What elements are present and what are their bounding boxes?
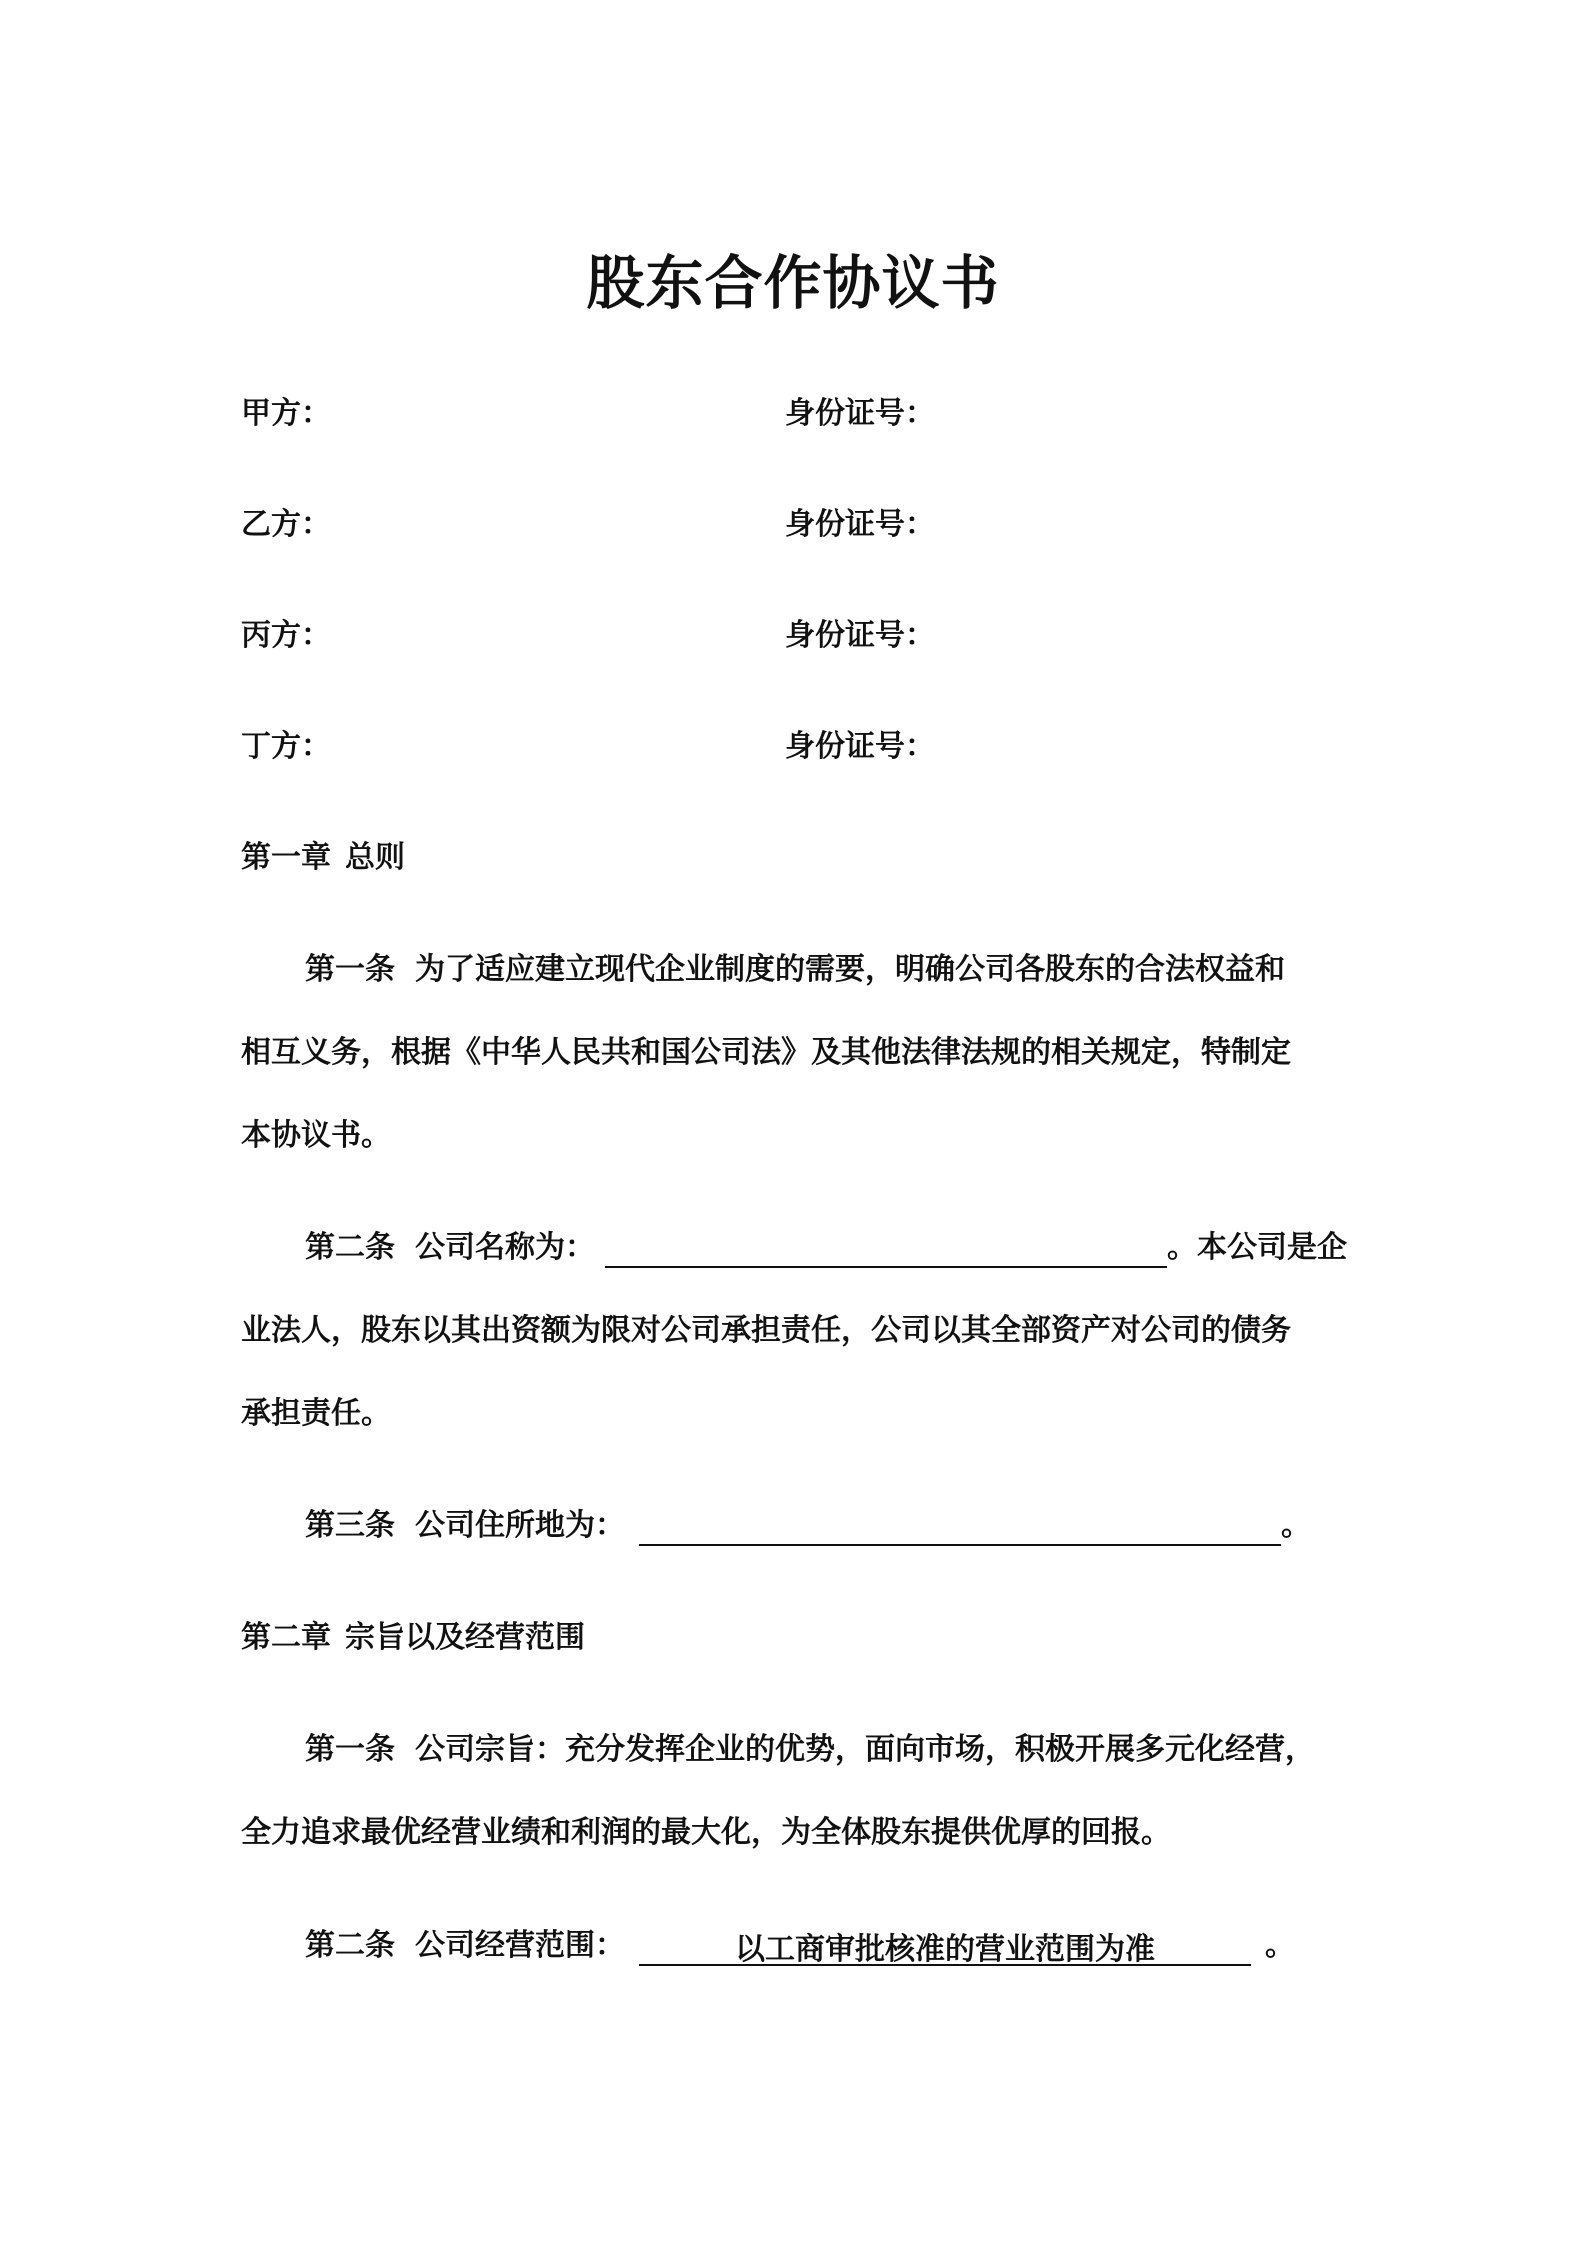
ch1-article1-number: 第一条 [305, 952, 395, 987]
party-a-id-label: 身份证号： [785, 396, 935, 431]
chapter-1-heading [241, 838, 405, 878]
ch1-article2-number: 第二条 [305, 1230, 395, 1265]
party-c-id-label: 身份证号： [785, 618, 935, 653]
party-a-label: 甲方： [241, 396, 331, 431]
party-b-label: 乙方： [241, 507, 331, 542]
ch2-article1-line2: 全力追求最优经营业绩和利润的最大化，为全体股东提供优厚的回报。 [241, 1815, 1171, 1850]
ch1-article2-prefix: 公司名称为： [415, 1230, 595, 1265]
ch2-article2-line1 [241, 1926, 1415, 1966]
ch1-article2-line1 [241, 1228, 1415, 1268]
party-d-id-label: 身份证号： [785, 729, 935, 764]
ch1-article1-text1: 为了适应建立现代企业制度的需要，明确公司各股东的合法权益和 [415, 952, 1285, 987]
chapter-2-heading [241, 1618, 585, 1658]
ch1-article2-suffix: 。本公司是企 [1167, 1230, 1347, 1265]
chapter-2-name: 宗旨以及经营范围 [345, 1620, 585, 1655]
document-title: 股东合作协议书 [586, 249, 1000, 317]
ch2-article1-line1 [241, 1730, 1415, 1770]
chapter-1-name: 总则 [345, 840, 405, 875]
ch1-article3-prefix: 公司住所地为： [415, 1508, 625, 1543]
ch1-article2-line2: 业法人，股东以其出资额为限对公司承担责任，公司以其全部资产对公司的债务 [241, 1313, 1291, 1348]
ch1-article3-suffix: 。 [1281, 1508, 1311, 1543]
company-name-blank[interactable] [605, 1232, 1167, 1268]
ch2-article2-number: 第二条 [305, 1928, 395, 1963]
chapter-2-number: 第二章 [241, 1620, 331, 1655]
company-address-blank[interactable] [639, 1510, 1281, 1546]
ch1-article1-line1 [241, 950, 1415, 990]
ch2-article1-text1: 公司宗旨：充分发挥企业的优势，面向市场，积极开展多元化经营， [415, 1732, 1315, 1767]
business-scope-blank[interactable]: 以工商审批核准的营业范围为准 [639, 1930, 1251, 1966]
ch1-article2-line3: 承担责任。 [241, 1396, 391, 1431]
party-c-label: 丙方： [241, 618, 331, 653]
party-d-label: 丁方： [241, 729, 331, 764]
ch1-article3-line1 [241, 1506, 1415, 1546]
ch1-article3-number: 第三条 [305, 1508, 395, 1543]
ch1-article1-line3: 本协议书。 [241, 1118, 391, 1153]
chapter-1-number: 第一章 [241, 840, 331, 875]
ch1-article1-line2: 相互义务，根据《中华人民共和国公司法》及其他法律法规的相关规定，特制定 [241, 1035, 1291, 1070]
ch2-article2-suffix: 。 [1265, 1928, 1295, 1963]
ch2-article2-prefix: 公司经营范围： [415, 1928, 625, 1963]
ch2-article1-number: 第一条 [305, 1732, 395, 1767]
party-b-id-label: 身份证号： [785, 507, 935, 542]
